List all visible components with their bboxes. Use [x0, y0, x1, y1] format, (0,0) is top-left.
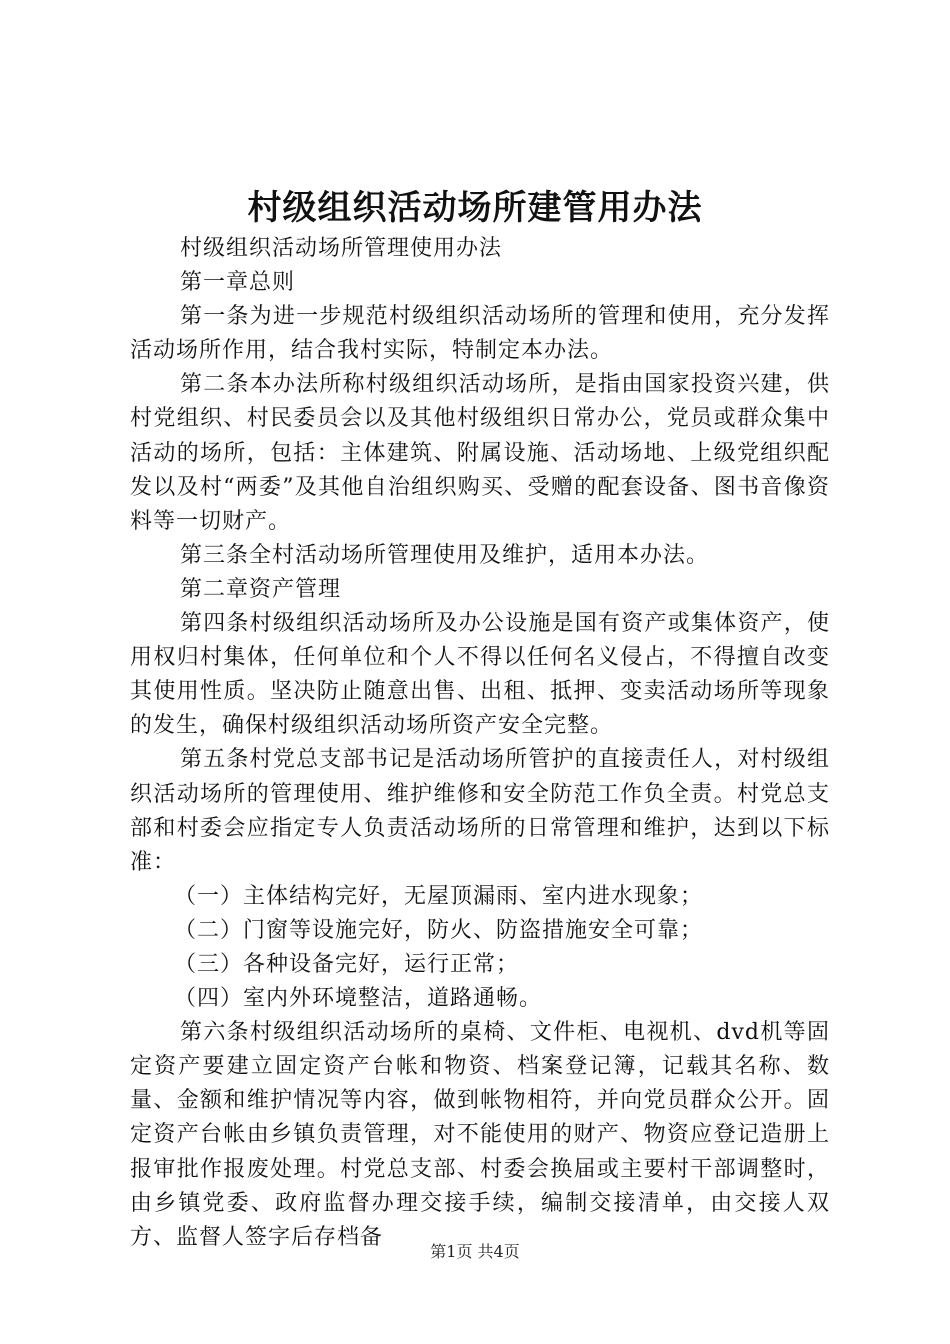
- chapter-heading: 第一章总则: [180, 270, 296, 296]
- article-paragraph: 第五条村党总支部书记是活动场所管护的直接责任人，对村级组织活动场所的管理使用、维护维修和安全防范工作负全责。村党总支部和村委会应指定专人负责活动场所的日常管理和维护，达到以下标准：: [130, 747, 830, 875]
- article-paragraph: 第一条为进一步规范村级组织活动场所的管理和使用，充分发挥活动场所作用，结合我村实际，特制定本办法。: [130, 304, 830, 364]
- chapter-heading: 第二章资产管理: [180, 576, 342, 602]
- article-paragraph: 第四条村级组织活动场所及办公设施是国有资产或集体资产，使用权归村集体，任何单位和个人不得以任何名义侵占，不得擅自改变其使用性质。坚决防止随意出售、出租、抵押、变卖活动场所等现象的发生，确保村级组织活动场所资产安全完整。: [130, 611, 830, 739]
- subtitle-paragraph: 村级组织活动场所管理使用办法: [180, 236, 503, 261]
- list-item: （三）各种设备完好，运行正常；: [174, 951, 520, 977]
- list-item: （四）室内外环境整洁，道路通畅。: [174, 986, 543, 1012]
- article-paragraph: 第三条全村活动场所管理使用及维护，适用本办法。: [180, 542, 710, 568]
- document-body: [130, 232, 830, 1255]
- article-paragraph: 第六条村级组织活动场所的桌椅、文件柜、电视机、dvd机等固定资产要建立固定资产台帐和物资、档案登记簿，记载其名称、数量、金额和维护情况等内容，做到帐物相符，并向党员群众公开。固定资产台帐由乡镇负责管理，对不能使用的财产、物资应登记造册上报审批作报废处理。村党总支部、村委会换届或主要村干部调整时，由乡镇党委、政府监督办理交接手续，编制交接清单，由交接人双方、监督人签字后存档备: [130, 1020, 830, 1250]
- page-footer: 第1页 共4页: [430, 1242, 520, 1261]
- document-title: 村级组织活动场所建管用办法: [247, 188, 703, 228]
- list-item: （一）主体结构完好，无屋顶漏雨、室内进水现象；: [174, 883, 704, 909]
- list-item: （二）门窗等设施完好，防火、防盗措施安全可靠；: [174, 917, 704, 943]
- article-paragraph: 第二条本办法所称村级组织活动场所，是指由国家投资兴建，供村党组织、村民委员会以及其他村级组织日常办公，党员或群众集中活动的场所，包括：主体建筑、附属设施、活动场地、上级党组织配发以及村“两委”及其他自治组织购买、受赠的配套设备、图书音像资料等一切财产。: [130, 372, 830, 534]
